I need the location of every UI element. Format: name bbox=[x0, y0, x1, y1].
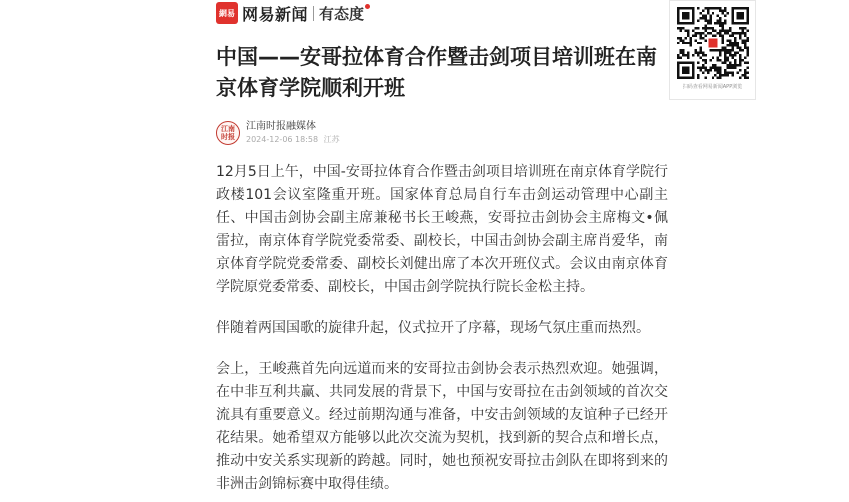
source-avatar-text: 江南时报 bbox=[221, 125, 235, 141]
logo-divider bbox=[313, 6, 314, 21]
slogan-dot-icon bbox=[365, 4, 370, 9]
logo-badge-text: 網易 bbox=[219, 8, 235, 18]
source-avatar[interactable] bbox=[216, 121, 240, 145]
publish-date: 2024-12-06 18:58 bbox=[246, 135, 319, 144]
netease-logo-badge bbox=[216, 2, 238, 24]
article-title: 中国——安哥拉体育合作暨击剑项目培训班在南京体育学院顺利开班 bbox=[216, 45, 657, 100]
qr-caption: 扫码查看网易新闻APP浏览 bbox=[682, 84, 743, 90]
brand-slogan: 有态度 bbox=[319, 4, 365, 23]
article-paragraph: 12月5日上午，中国-安哥拉体育合作暨击剑项目培训班在南京体育学院行政楼101会议室隆重开班。国家体育总局自行车击剑运动管理中心副主任、中国击剑协会副主席兼秘书长王峻燕，安哥拉击剑协会主席梅文•佩雷拉，南京体育学院党委常委、副校长，中国击剑协会副主席肖爱华，南京体育学院党委常委、副校长刘健出席了本次开班仪式。会议由南京体育学院原党委常委、副校长，中国击剑学院执行院长金松主持。 bbox=[216, 164, 668, 295]
article-paragraph: 伴随着两国国歌的旋律升起，仪式拉开了序幕，现场气氛庄重而热烈。 bbox=[216, 320, 650, 336]
brand-name: 网易新闻 bbox=[242, 4, 309, 24]
article-source bbox=[216, 118, 340, 148]
netease-news-logo[interactable] bbox=[216, 1, 370, 25]
qr-code-icon bbox=[677, 7, 749, 79]
article-body bbox=[216, 161, 668, 502]
article-paragraph: 会上，王峻燕首先向远道而来的安哥拉击剑协会表示热烈欢迎。她强调，在中非互利共赢、共同发展的背景下，中国与安哥拉在击剑领域的首次交流具有重要意义。经过前期沟通与准备，中安击剑领域的友谊种子已经开花结果。她希望双方能够以此次交流为契机，找到新的契合点和增长点，推动中安关系实现新的跨越。同时，她也预祝安哥拉击剑队在即将到来的非洲击剑锦标赛中取得佳绩。 bbox=[216, 361, 668, 492]
source-info bbox=[246, 120, 340, 146]
qr-code-card bbox=[669, 0, 756, 100]
source-name[interactable]: 江南时报融媒体 bbox=[246, 121, 316, 132]
source-meta bbox=[246, 134, 340, 146]
publish-location: 江苏 bbox=[323, 135, 340, 144]
